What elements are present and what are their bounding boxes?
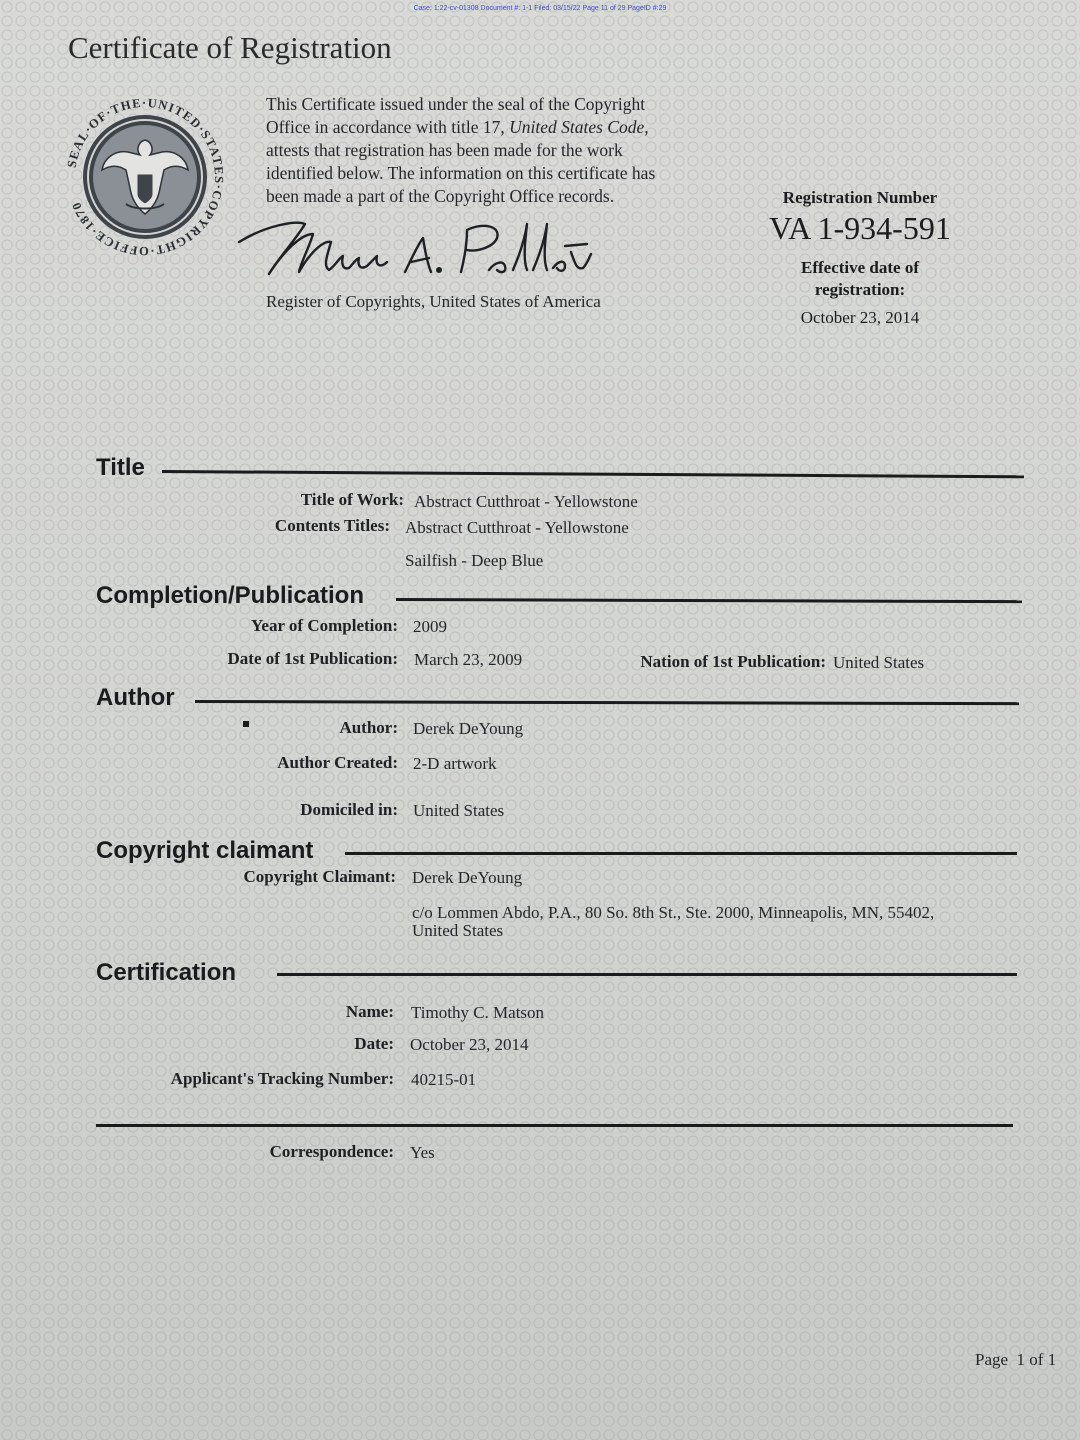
- intro-line: identified below. The information on this certificate has: [266, 163, 656, 183]
- title-of-work-value: Abstract Cutthroat - Yellowstone: [414, 492, 638, 511]
- registration-number-label: Registration Number: [782, 188, 938, 207]
- court-filing-stamp: Case: 1:22-cv-01308 Document #: 1-1 Filed: 03/15/22 Page 11 of 29 PageID #:29: [413, 5, 667, 12]
- section-heading-author: Author: [96, 684, 175, 711]
- contents-title-item: Sailfish - Deep Blue: [405, 551, 544, 570]
- title-of-work-label: Title of Work:: [300, 490, 404, 509]
- claimant-address-line: United States: [412, 921, 504, 940]
- tracking-number-value: 40215-01: [411, 1070, 477, 1089]
- correspondence-value: Yes: [410, 1143, 435, 1162]
- certification-name-value: Timothy C. Matson: [411, 1003, 545, 1022]
- contents-titles-label: Contents Titles:: [274, 516, 390, 535]
- certification-date-label: Date:: [354, 1034, 394, 1053]
- copyright-claimant-name: Derek DeYoung: [412, 868, 523, 887]
- correspondence-label: Correspondence:: [269, 1142, 394, 1161]
- section-rule: [277, 973, 1017, 976]
- tracking-number-label: Applicant's Tracking Number:: [170, 1069, 394, 1088]
- section-heading-title: Title: [96, 454, 145, 481]
- registration-number: VA 1-934-591: [769, 210, 951, 246]
- certificate-title: Certificate of Registration: [68, 30, 392, 65]
- section-rule: [396, 598, 1022, 603]
- section-heading-certification: Certification: [96, 959, 237, 986]
- registration-block: [745, 188, 975, 328]
- domiciled-value: United States: [413, 801, 505, 820]
- section-rule: [162, 470, 1024, 478]
- author-label: Author:: [339, 718, 398, 737]
- copyright-office-seal-icon: [60, 92, 230, 262]
- publication-date-label: Date of 1st Publication:: [227, 649, 398, 668]
- nation-of-publication-label: Nation of 1st Publication:: [640, 652, 826, 671]
- claimant-address-line: c/o Lommen Abdo, P.A., 80 So. 8th St., Ste. 2000, Minneapolis, MN, 55402,: [412, 903, 935, 922]
- section-rule: [96, 1124, 1013, 1127]
- intro-line: been made a part of the Copyright Office records.: [266, 186, 615, 206]
- year-of-completion-value: 2009: [413, 617, 447, 636]
- year-of-completion-label: Year of Completion:: [251, 616, 398, 635]
- intro-line: This Certificate issued under the seal of the Copyright: [266, 94, 646, 114]
- publication-date-value: March 23, 2009: [414, 650, 523, 669]
- section-heading-claimant: Copyright claimant: [96, 837, 314, 864]
- intro-paragraph: [266, 93, 686, 208]
- register-signature: [235, 212, 595, 292]
- author-created-label: Author Created:: [277, 753, 398, 772]
- section-heading-completion: Completion/Publication: [96, 582, 364, 609]
- author-created-value: 2-D artwork: [413, 754, 497, 773]
- domiciled-label: Domiciled in:: [300, 800, 398, 819]
- register-line: Register of Copyrights, United States of America: [266, 292, 601, 311]
- effective-date: October 23, 2014: [800, 308, 920, 327]
- section-rule: [195, 700, 1019, 705]
- author-value: Derek DeYoung: [413, 719, 524, 738]
- certification-name-label: Name:: [345, 1002, 394, 1021]
- intro-line: Office in accordance with title 17, United States Code,: [266, 117, 649, 137]
- effective-date-label: Effective date of registration:: [800, 258, 919, 299]
- contents-title-item: Abstract Cutthroat - Yellowstone: [405, 518, 629, 537]
- seal-text: SEAL·OF·THE·UNITED·STATES·COPYRIGHT·OFFICE·1870: [64, 95, 227, 259]
- page-number: Page 1 of 1: [975, 1350, 1057, 1369]
- intro-line: attests that registration has been made for the work: [266, 140, 623, 160]
- nation-of-publication-value: United States: [833, 653, 925, 672]
- copyright-claimant-label: Copyright Claimant:: [243, 867, 396, 886]
- section-rule: [345, 852, 1017, 855]
- certification-date-value: October 23, 2014: [410, 1035, 529, 1054]
